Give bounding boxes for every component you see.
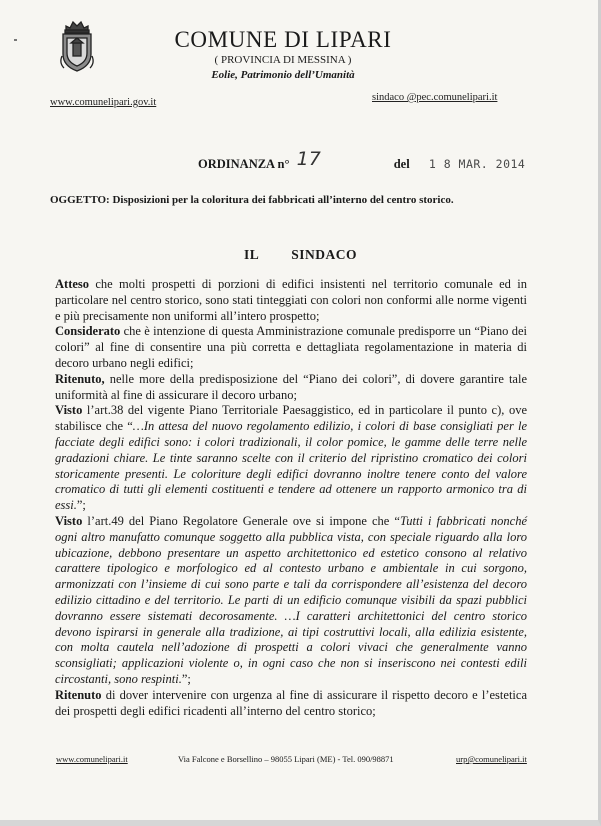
- section-heading: [0, 247, 601, 263]
- paragraph-visto-art38: [55, 403, 527, 514]
- paragraph-ritenuto-2: [55, 688, 527, 720]
- paragraph-text: nelle more della predisposizione del “Piano dei colori”, di dovere garantire tale uniformità al fine di assicurare il decoro urbano;: [55, 371, 527, 402]
- heading-part2: SINDACO: [291, 247, 358, 262]
- paragraph-visto-art49: [55, 514, 527, 688]
- paragraph-lead: Visto: [55, 513, 83, 528]
- heading-part1: IL: [243, 247, 260, 262]
- paragraph-quote: Tutti i fabbricati nonché ogni altro manufatto comunque soggetto alla pubblica vista, con speciale riguardo alla loro ubicazione, debbono presentare un aspetto architettonico ed estetico consono al relativo carattere tipologico e morfologico ed al contesto urbano e ambientale in cui sorgono, armonizzati con l’insieme di cui sono parte e tali da corrispondere all’esistenza del decoro edilizio cittadino e del territorio. Le parti di un edificio comunque visibili da spazi pubblici dovranno essere sistemati decorosamente. …I caratteri architettonici del centro storico devono ispirarsi in generale alla tradizione, ai tipi costruttivi locali, alla edilizia esistente, con molta cautela nell’adozione di prospetti a colori vivaci che generalmente vanno sconsigliati; applicazioni violente o, in ogni caso che non si inseriscono nei contesti edili circostanti, sono respinti.: [55, 513, 527, 686]
- footer-website-link[interactable]: www.comunelipari.it: [56, 754, 128, 764]
- pec-email-link[interactable]: sindaco @pec.comunelipari.it: [372, 92, 498, 103]
- footer-email-link[interactable]: urp@comunelipari.it: [456, 754, 527, 764]
- ordinance-label: ORDINANZA n°: [198, 157, 290, 171]
- ordinance-date-stamp: 1 8 MAR. 2014: [428, 157, 526, 171]
- footer-address: Via Falcone e Borsellino – 98055 Lipari (ME) - Tel. 090/98871: [178, 754, 394, 764]
- coat-of-arms-icon: [58, 16, 96, 74]
- paragraph-lead: Ritenuto,: [55, 371, 105, 386]
- paragraph-quote: …In attesa del nuovo regolamento edilizio, i colori di base consigliati per le facciate degli edifici sono: i colori tradizionali, il color pomice, le gamme delle terre nelle gradazioni chiare. Le tinte saranno scelte con il criterio del ripristino cromatico dei colori storicamente presenti. Le coloriture degli edifici dovranno inoltre tenere conto del valore cromatico di tutti gli elementi costituenti e tendere ad ottenere un rapporto armonico tra di essi.: [55, 419, 527, 513]
- paragraph-lead: Visto: [55, 403, 83, 418]
- paragraph-tail: ”;: [181, 671, 191, 686]
- organization-motto: Eolie, Patrimonio dell’Umanità: [211, 69, 355, 81]
- scan-speck: [14, 39, 17, 41]
- organization-name: COMUNE DI LIPARI: [174, 27, 392, 52]
- paragraph-text: che è intenzione di questa Amministrazione comunale predisporre un “Piano dei colori” al fine di consentire una più corretta e dettagliata regolamentazione in materia di decoro urbano negli edifici;: [55, 324, 527, 370]
- paragraph-text: che molti prospetti di porzioni di edifici insistenti nel territorio comunale ed in particolare nel centro storico, sono stati tinteggiati con colori non conformi alle norme vigenti e più precisamente non uniformi all’intero prospetto;: [55, 277, 527, 323]
- paragraph-text: l’art.49 del Piano Regolatore Generale ove si impone che “: [82, 513, 400, 528]
- ordinance-number: 17: [296, 148, 321, 170]
- paragraph-text: di dover intervenire con urgenza al fine di assicurare il rispetto decoro e l’estetica dei prospetti degli edifici ricadenti all’interno del centro storico;: [55, 687, 527, 718]
- paragraph-atteso: [55, 277, 527, 324]
- paragraph-lead: Considerato: [55, 324, 121, 339]
- organization-province: ( PROVINCIA DI MESSINA ): [214, 54, 352, 66]
- ordinance-date-label: del: [393, 157, 410, 171]
- paragraph-text: l’art.38 del vigente Piano Territoriale Paesaggistico, ed in particolare il punto c), ove stabilisce che “: [55, 403, 527, 434]
- document-subject: OGGETTO: Disposizioni per la coloritura dei fabbricati all’interno del centro storico.: [50, 194, 454, 206]
- paragraph-ritenuto-1: [55, 372, 527, 404]
- paragraph-lead: Atteso: [55, 277, 90, 291]
- paragraph-tail: ”;: [76, 498, 86, 513]
- paragraph-considerato: [55, 324, 527, 371]
- document-body: [55, 277, 527, 719]
- paragraph-lead: Ritenuto: [55, 687, 102, 702]
- website-link[interactable]: www.comunelipari.gov.it: [50, 97, 157, 108]
- ordinance-line: [198, 148, 526, 173]
